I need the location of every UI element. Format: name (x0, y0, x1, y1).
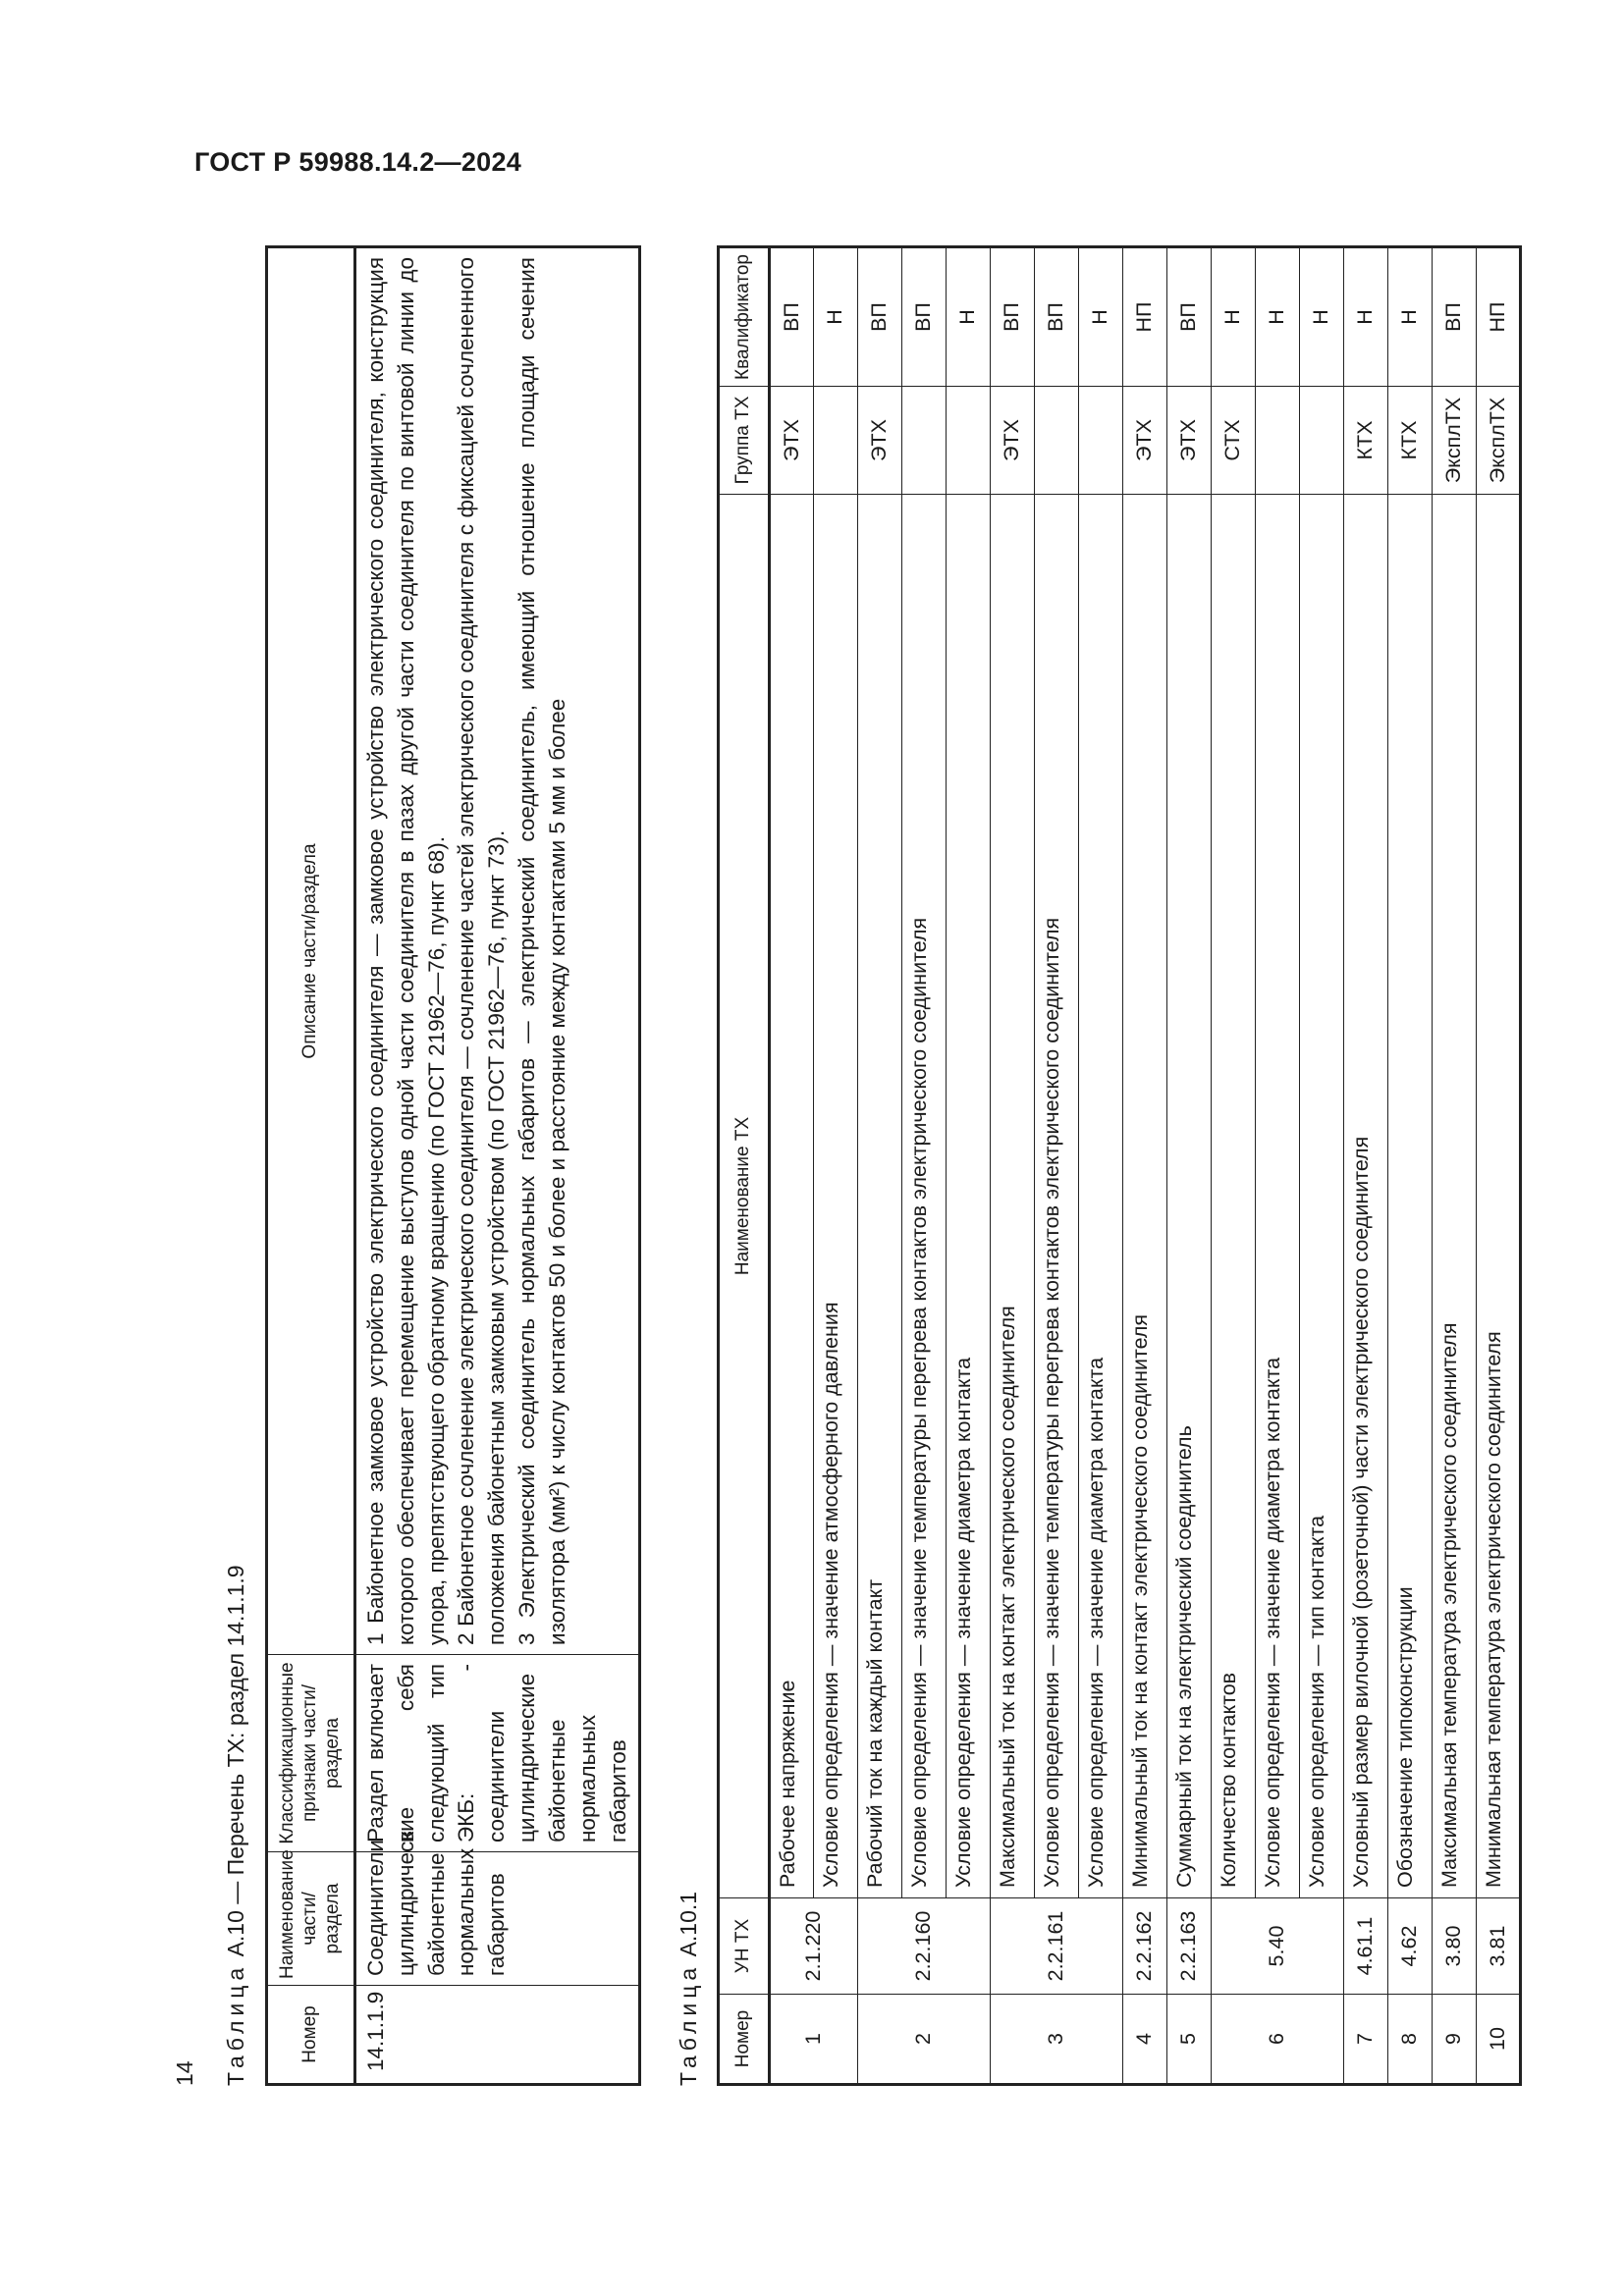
table-row (947, 247, 991, 2085)
table-a10-cell-description (355, 247, 640, 1655)
cell-group (1035, 387, 1079, 495)
cell-number: 9 (1433, 1995, 1477, 2085)
cell-qualifier: Н (1388, 247, 1433, 387)
cell-name: Условие определения — значение диаметра контакта (1079, 495, 1123, 1898)
cell-qualifier: Н (814, 247, 858, 387)
table-a101-caption-prefix: Таблица (676, 1962, 701, 2086)
cell-number: 10 (1477, 1995, 1521, 2085)
table-a10-cell-features: Раздел включает в себя следующий тип ЭКБ: - соединители цилиндрические байонетные нормальных габаритов (355, 1655, 640, 1852)
cell-name: Рабочее напряжение (770, 495, 814, 1898)
table-row (1123, 247, 1167, 2085)
cell-number: 4 (1123, 1995, 1167, 2085)
description-paragraph-2: 2 Байонетное сочленение электрического соединителя — сочленение частей электрического соединителя с фиксацией сочлененного положения байонетным замковым устройством (по ГОСТ 21962—76, пункт 73). (454, 257, 510, 1645)
cell-name: Обозначение типоконструкции (1388, 495, 1433, 1898)
table-a101-header-code: УН ТХ (719, 1898, 770, 1995)
cell-name: Суммарный ток на электрический соединитель (1167, 495, 1212, 1898)
table-a101-caption (676, 1892, 702, 2086)
cell-code: 3.80 (1433, 1898, 1477, 1995)
cell-qualifier: ВП (902, 247, 947, 387)
cell-group: ЭТХ (991, 387, 1035, 495)
cell-group: ЭксплТХ (1433, 387, 1477, 495)
cell-group: ЭТХ (858, 387, 902, 495)
cell-group (814, 387, 858, 495)
cell-qualifier: ВП (1035, 247, 1079, 387)
cell-qualifier: ВП (858, 247, 902, 387)
cell-code: 3.81 (1477, 1898, 1521, 1995)
cell-qualifier: НП (1477, 247, 1521, 387)
description-paragraph-3: 3 Электрический соединитель нормальных габаритов — электрический соединитель, имеющий отношение площади сечения изолятора (мм²) к числу контактов 50 и более и расстояние между контактами 5 мм и более (514, 257, 569, 1645)
cell-qualifier: Н (1212, 247, 1256, 387)
cell-number: 3 (991, 1995, 1123, 2085)
table-a10-caption (223, 1565, 249, 2086)
table-row (1035, 247, 1079, 2085)
table-a10 (265, 245, 641, 2086)
table-a10-cell-number: 14.1.1.9 (355, 1986, 640, 2085)
cell-qualifier: НП (1123, 247, 1167, 387)
table-a101-header-group: Группа ТХ (719, 387, 770, 495)
table-row (1079, 247, 1123, 2085)
table-row (814, 247, 858, 2085)
cell-name: Условие определения — значение диаметра контакта (1256, 495, 1300, 1898)
table-row (355, 247, 640, 2085)
cell-qualifier: Н (1300, 247, 1344, 387)
table-a10-header-description: Описание части/раздела (267, 247, 355, 1655)
table-a10-cell-name: Соединители цилиндрические байонетные нормальных габаритов (355, 1852, 640, 1986)
cell-number: 7 (1344, 1995, 1388, 2085)
table-a101-header-row (719, 247, 770, 2085)
table-row (1388, 247, 1433, 2085)
table-a101-header-name: Наименование ТХ (719, 495, 770, 1898)
cell-name: Условие определения — тип контакта (1300, 495, 1344, 1898)
table-a101-header-number: Номер (719, 1995, 770, 2085)
cell-code: 4.62 (1388, 1898, 1433, 1995)
cell-group: КТХ (1388, 387, 1433, 495)
cell-qualifier: Н (1344, 247, 1388, 387)
document-header: ГОСТ Р 59988.14.2—2024 (194, 147, 522, 177)
cell-code: 2.1.220 (770, 1898, 858, 1995)
table-a10-caption-prefix: Таблица (223, 1962, 248, 2086)
table-a10-header-name: Наименование части/раздела (267, 1852, 355, 1986)
table-a101 (717, 245, 1522, 2086)
cell-group (1079, 387, 1123, 495)
cell-qualifier: ВП (1167, 247, 1212, 387)
cell-group: СТХ (1212, 387, 1256, 495)
cell-name: Условие определения — значение атмосферного давления (814, 495, 858, 1898)
cell-group: ЭксплТХ (1477, 387, 1521, 495)
cell-group (902, 387, 947, 495)
table-row (770, 247, 814, 2085)
cell-name: Максимальный ток на контакт электрического соединителя (991, 495, 1035, 1898)
description-paragraph-1: 1 Байонетное замковое устройство электрического соединителя — замковое устройство электрического соединителя, конструкция которого обеспечивает перемещение выступов одной части соединителя в пазах другой части соединителя по винтовой линии до упора, препятствующего обратному вращению (по ГОСТ 21962—76, пункт 68). (363, 257, 449, 1645)
cell-group: ЭТХ (1167, 387, 1212, 495)
cell-name: Минимальный ток на контакт электрического соединителя (1123, 495, 1167, 1898)
table-row (1167, 247, 1212, 2085)
cell-qualifier: ВП (1433, 247, 1477, 387)
cell-group: ЭТХ (1123, 387, 1167, 495)
table-row (1212, 247, 1256, 2085)
cell-number: 8 (1388, 1995, 1433, 2085)
cell-name: Условие определения — значение температуры перегрева контактов электрического соединителя (1035, 495, 1079, 1898)
table-a10-caption-title: А.10 — Перечень ТХ: раздел 14.1.1.9 (223, 1565, 248, 1957)
table-a10-header-features: Классификационные признаки части/раздела (267, 1655, 355, 1852)
cell-number: 1 (770, 1995, 858, 2085)
cell-number: 6 (1212, 1995, 1344, 2085)
cell-name: Максимальная температура электрического соединителя (1433, 495, 1477, 1898)
table-row (1433, 247, 1477, 2085)
cell-qualifier: Н (1079, 247, 1123, 387)
cell-qualifier: Н (1256, 247, 1300, 387)
cell-group: ЭТХ (770, 387, 814, 495)
table-a10-header-number: Номер (267, 1986, 355, 2085)
table-row (1300, 247, 1344, 2085)
cell-code: 4.61.1 (1344, 1898, 1388, 1995)
table-a101-caption-title: А.10.1 (676, 1891, 701, 1957)
table-row (858, 247, 902, 2085)
table-row (991, 247, 1035, 2085)
cell-name: Количество контактов (1212, 495, 1256, 1898)
cell-qualifier: ВП (770, 247, 814, 387)
table-a10-header-row (267, 247, 355, 2085)
cell-code: 5.40 (1212, 1898, 1344, 1995)
table-a101-header-qualifier: Квалификатор (719, 247, 770, 387)
rotated-content (172, 221, 1556, 2086)
cell-code: 2.2.160 (858, 1898, 991, 1995)
cell-qualifier: Н (947, 247, 991, 387)
table-row (1477, 247, 1521, 2085)
cell-group: КТХ (1344, 387, 1388, 495)
cell-name: Условный размер вилочной (розеточной) части электрического соединителя (1344, 495, 1388, 1898)
cell-group (947, 387, 991, 495)
cell-number: 2 (858, 1995, 991, 2085)
cell-name: Рабочий ток на каждый контакт (858, 495, 902, 1898)
cell-group (1256, 387, 1300, 495)
cell-name: Условие определения — значение диаметра контакта (947, 495, 991, 1898)
cell-name: Условие определения — значение температуры перегрева контактов электрического соединителя (902, 495, 947, 1898)
cell-number: 5 (1167, 1995, 1212, 2085)
page-number: 14 (172, 2060, 197, 2086)
cell-code: 2.2.162 (1123, 1898, 1167, 1995)
cell-code: 2.2.163 (1167, 1898, 1212, 1995)
cell-name: Минимальная температура электрического соединителя (1477, 495, 1521, 1898)
table-row (1256, 247, 1300, 2085)
table-row (902, 247, 947, 2085)
cell-code: 2.2.161 (991, 1898, 1123, 1995)
cell-qualifier: ВП (991, 247, 1035, 387)
table-row (1344, 247, 1388, 2085)
cell-group (1300, 387, 1344, 495)
